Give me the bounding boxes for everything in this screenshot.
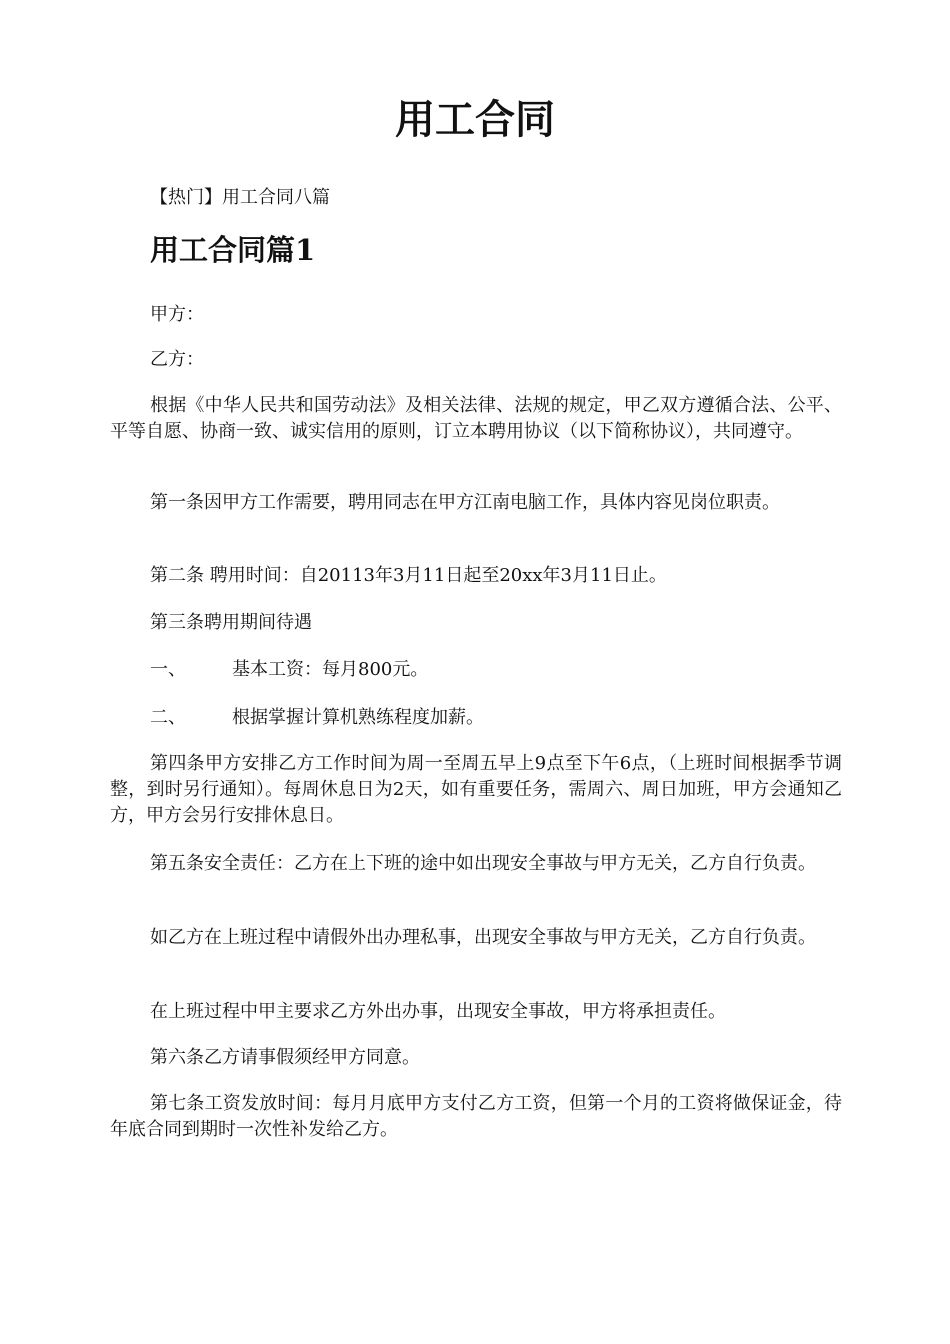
list-item-2 xyxy=(150,705,484,731)
article-6: 第六条乙方请事假须经甲方同意。 xyxy=(150,1047,420,1068)
list-item-text: 基本工资：每月800元。 xyxy=(232,659,429,680)
document-subtitle: 【热门】用工合同八篇 xyxy=(150,187,330,208)
article-7: 第七条工资发放时间：每月月底甲方支付乙方工资，但第一个月的工资将做保证金，待年底合同到期时一次性补发给乙方。 xyxy=(110,1093,842,1140)
article-2: 第二条 聘用时间：自20113年3月11日起至20xx年3月11日止。 xyxy=(150,565,667,586)
list-item-text: 根据掌握计算机熟练程度加薪。 xyxy=(232,707,484,728)
section-heading: 用工合同篇1 xyxy=(150,233,316,267)
party-b-line: 乙方： xyxy=(150,349,204,370)
article-3: 第三条聘用期间待遇 xyxy=(150,612,312,633)
list-marker: 二、 xyxy=(150,707,186,728)
article-1: 第一条因甲方工作需要，聘用同志在甲方江南电脑工作，具体内容见岗位职责。 xyxy=(150,492,780,513)
intro-paragraph: 根据《中华人民共和国劳动法》及相关法律、法规的规定，甲乙双方遵循合法、公平、平等自愿、协商一致、诚实信用的原则，订立本聘用协议（以下简称协议），共同遵守。 xyxy=(110,395,842,442)
article-4: 第四条甲方安排乙方工作时间为周一至周五早上9点至下午6点，（上班时间根据季节调整，到时另行通知）。每周休息日为2天，如有重要任务，需周六、周日加班，甲方会通知乙方，甲方会另行安排休息日。 xyxy=(110,753,842,826)
article-5-paragraph-2: 如乙方在上班过程中请假外出办理私事，出现安全事故与甲方无关，乙方自行负责。 xyxy=(150,927,816,948)
list-marker: 一、 xyxy=(150,659,186,680)
party-a-line: 甲方： xyxy=(150,304,204,325)
article-5-paragraph-3: 在上班过程中甲主要求乙方外出办事，出现安全事故，甲方将承担责任。 xyxy=(150,1001,726,1022)
document-title: 用工合同 xyxy=(395,97,555,143)
list-item-1 xyxy=(150,657,428,683)
article-5: 第五条安全责任：乙方在上下班的途中如出现安全事故与甲方无关，乙方自行负责。 xyxy=(150,853,816,874)
